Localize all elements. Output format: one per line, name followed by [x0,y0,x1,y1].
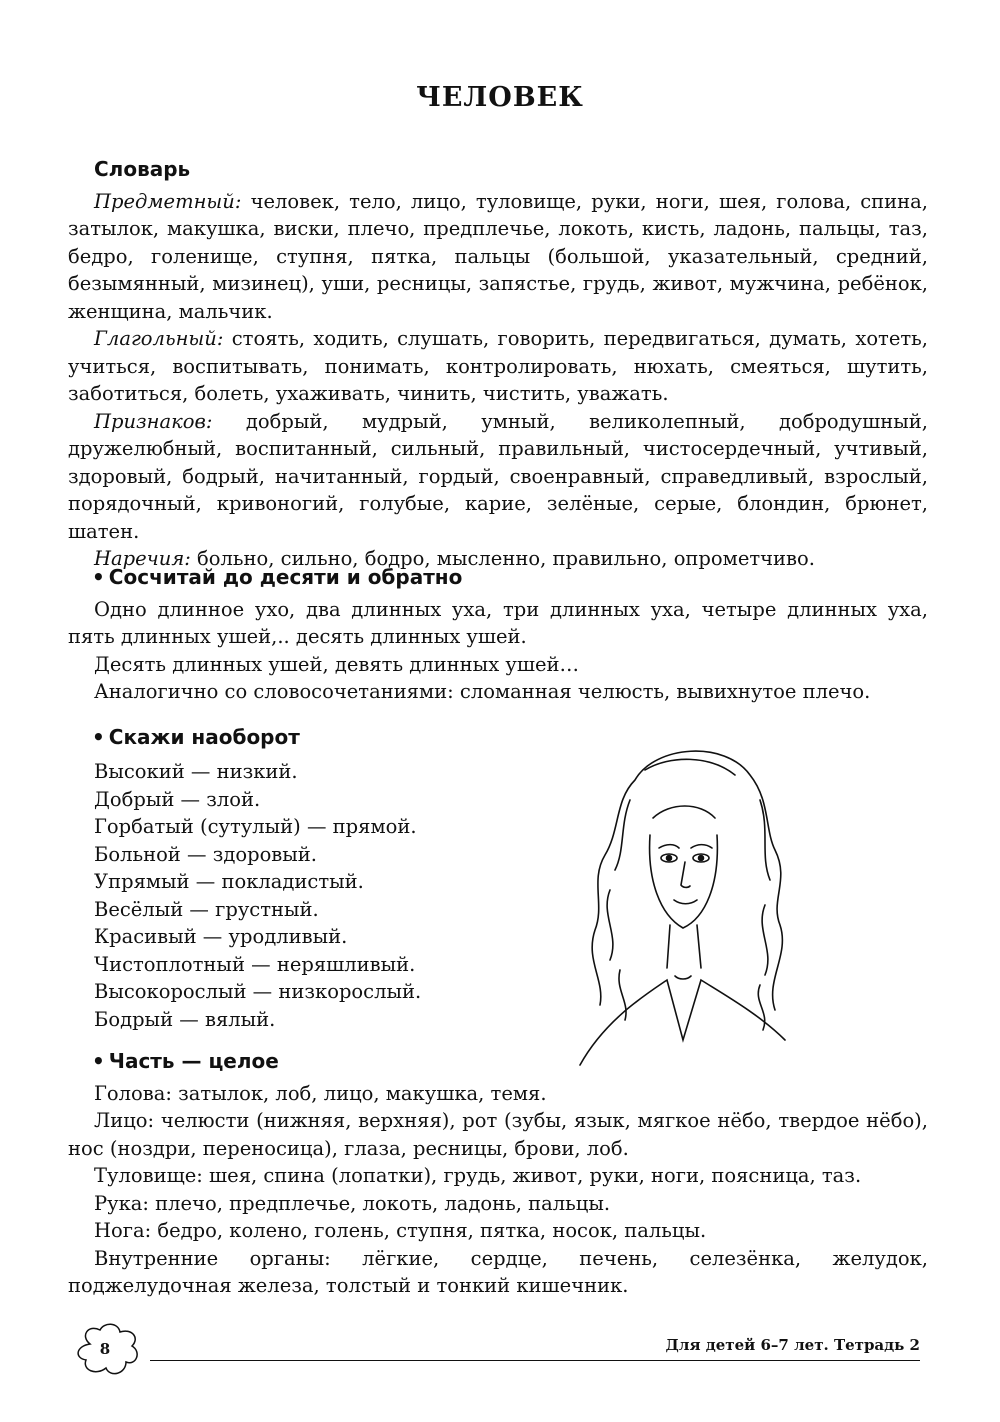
opposite-pair: Бодрый — вялый. [94,1007,276,1031]
opposite-pair: Высокий — низкий. [94,760,298,783]
dictionary-verb [68,325,928,408]
parts-heading: • Часть — целое [68,1048,928,1076]
opposite-list [94,758,554,1033]
count-section [68,564,928,706]
page-number-badge [70,1322,150,1382]
dictionary-section [68,156,928,573]
parts-line: Рука: плечо, предплечье, локоть, ладонь, пальцы. [94,1191,611,1215]
woman-portrait-illustration [575,740,790,1070]
dictionary-heading: Словарь [94,157,191,181]
count-line-1: Одно длинное ухо, два длинных уха, три длинных уха, четыре длинных уха, пять длинных ушей,.. десять длинных ушей. [68,597,928,648]
parts-line: Туловище: шея, спина (лопатки), грудь, живот, руки, ноги, поясница, таз. [94,1164,862,1187]
opposite-pair: Высокорослый — низкорослый. [94,980,422,1003]
page-title: ЧЕЛОВЕК [416,82,584,113]
count-line-2: Десять длинных ушей, девять длинных ушей… [94,652,580,676]
opposite-pair: Добрый — злой. [94,787,261,811]
parts-line: Внутренние органы: лёгкие, сердце, печень, селезёнка, желудок, поджелудочная железа, толстый и тонкий кишечник. [68,1246,928,1297]
parts-line: Нога: бедро, колено, голень, ступня, пятка, носок, пальцы. [94,1219,707,1242]
adv-label: Наречия: [94,547,191,570]
page-number: 8 [99,1340,111,1358]
parts-line: Голова: затылок, лоб, лицо, макушка, темя. [94,1081,547,1105]
opposite-pair: Упрямый — покладистый. [94,870,364,893]
opposite-pair: Красивый — уродливый. [94,925,348,948]
verb-label: Глагольный: [94,327,224,350]
dictionary-object [68,188,928,326]
footer-rule [150,1360,920,1361]
footer-caption: Для детей 6–7 лет. Тетрадь 2 [665,1336,920,1354]
opposite-pair: Больной — здоровый. [94,842,318,866]
parts-line: Лицо: челюсти (нижняя, верхняя), рот (зубы, язык, мягкое нёбо, твердое нёбо), нос (ноздри, переносица), глаза, ресницы, брови, лоб. [68,1109,928,1160]
verb-text: стоять, ходить, слушать, говорить, передвигаться, думать, хотеть, учиться, воспитывать, понимать, контролировать, нюхать, смеяться, шутить, заботиться, болеть, ухаживать, чинить, чистить, уважать. [68,327,928,405]
count-line-3: Аналогично со словосочетаниями: сломанная челюсть, вывихнутое плечо. [94,680,871,703]
parts-section [68,1048,928,1300]
adv-text: больно, сильно, бодро, мысленно, правильно, опрометчиво. [190,547,815,570]
opposite-heading-wrap [68,724,928,752]
count-heading: • Сосчитай до десяти и обратно [68,564,928,592]
opposite-pair: Горбатый (сутулый) — прямой. [94,815,417,838]
opposite-pair: Весёлый — грустный. [94,897,319,921]
object-text: человек, тело, лицо, туловище, руки, ноги, шея, голова, спина, затылок, макушка, виски, плечо, предплечье, локоть, кисть, ладонь, пальцы, таз, бедро, голенище, ступня, пятка, пальцы (большой, указательный, средний, безымянный, мизинец), уши, ресницы, запястье, грудь, живот, мужчина, ребёнок, женщина, мальчик. [68,189,928,323]
opposite-heading: • Скажи наоборот [68,724,928,752]
dictionary-attr [68,408,928,546]
attr-label: Признаков: [94,409,213,433]
attr-text: добрый, мудрый, умный, великолепный, добродушный, дружелюбный, воспитанный, сильный, правильный, чистосердечный, учтивый, здоровый, бодрый, начитанный, гордый, своенравный, справедливый, взрослый, порядочный, кривоногий, голубые, карие, зелёные, серые, блондин, брюнет, шатен. [68,409,928,543]
object-label: Предметный: [94,189,242,213]
opposite-pair: Чистоплотный — неряшливый. [94,952,416,976]
